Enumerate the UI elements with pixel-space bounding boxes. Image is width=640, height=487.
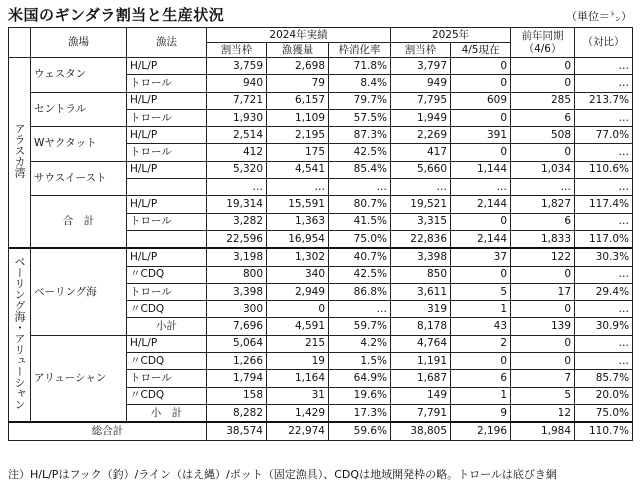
value-ratio: 20.0% bbox=[575, 387, 633, 404]
value-q24: 7,696 bbox=[207, 318, 267, 335]
method-cell: 〃CDQ bbox=[127, 301, 207, 318]
value-ratio: 85.7% bbox=[575, 370, 633, 387]
value-c24: 6,157 bbox=[267, 92, 329, 109]
value-r24: 8.4% bbox=[329, 75, 391, 92]
method-cell: 〃CDQ bbox=[127, 266, 207, 283]
value-q25: 3,398 bbox=[391, 248, 451, 266]
value-prev: … bbox=[511, 179, 575, 196]
method-cell: 〃CDQ bbox=[127, 353, 207, 370]
value-q25: 319 bbox=[391, 301, 451, 318]
value-prev: 6 bbox=[511, 213, 575, 230]
table-row bbox=[9, 248, 633, 266]
value-prev: 12 bbox=[511, 404, 575, 422]
value-r24: 64.9% bbox=[329, 370, 391, 387]
header-quota-2024: 割当枠 bbox=[207, 43, 267, 58]
value-q24: 1,266 bbox=[207, 353, 267, 370]
value-c24: 2,698 bbox=[267, 58, 329, 75]
header-current-2025: 4/5現在 bbox=[451, 43, 511, 58]
value-ratio: 213.7% bbox=[575, 92, 633, 109]
value-q24: 22,596 bbox=[207, 230, 267, 248]
region-label: アラスカ湾 bbox=[13, 122, 26, 178]
method-cell: トロール bbox=[127, 144, 207, 161]
value-cur: 5 bbox=[451, 283, 511, 300]
value-q24: 38,574 bbox=[207, 422, 267, 440]
method-cell: トロール bbox=[127, 109, 207, 126]
value-cur: 1 bbox=[451, 301, 511, 318]
value-q25: 1,191 bbox=[391, 353, 451, 370]
value-r24: 86.8% bbox=[329, 283, 391, 300]
value-r24: 41.5% bbox=[329, 213, 391, 230]
quota-table bbox=[8, 27, 633, 441]
value-r24: 75.0% bbox=[329, 230, 391, 248]
value-ratio: … bbox=[575, 353, 633, 370]
value-r24: 71.8% bbox=[329, 58, 391, 75]
table-row bbox=[9, 335, 633, 352]
value-ratio: 77.0% bbox=[575, 127, 633, 144]
region-alaska bbox=[9, 58, 31, 249]
value-cur: 0 bbox=[451, 144, 511, 161]
area-cell: アリューシャン bbox=[31, 335, 127, 422]
value-c24: 22,974 bbox=[267, 422, 329, 440]
value-prev: 7 bbox=[511, 370, 575, 387]
value-c24: … bbox=[267, 179, 329, 196]
value-ratio: … bbox=[575, 266, 633, 283]
value-ratio: 75.0% bbox=[575, 404, 633, 422]
area-cell: サウスイースト bbox=[31, 161, 127, 196]
value-q24: 3,398 bbox=[207, 283, 267, 300]
value-prev: 285 bbox=[511, 92, 575, 109]
value-ratio: … bbox=[575, 58, 633, 75]
value-prev: 0 bbox=[511, 353, 575, 370]
value-r24: 17.3% bbox=[329, 404, 391, 422]
value-ratio: … bbox=[575, 213, 633, 230]
value-q24: 7,721 bbox=[207, 92, 267, 109]
value-q25: 38,805 bbox=[391, 422, 451, 440]
method-cell: H/L/P bbox=[127, 161, 207, 178]
value-r24: 57.5% bbox=[329, 109, 391, 126]
value-ratio: 110.7% bbox=[575, 422, 633, 440]
header-quota-2025: 割当枠 bbox=[391, 43, 451, 58]
value-cur: 391 bbox=[451, 127, 511, 144]
header-prev-period bbox=[511, 28, 575, 58]
value-ratio: … bbox=[575, 109, 633, 126]
table-row bbox=[9, 127, 633, 144]
method-cell: トロール bbox=[127, 283, 207, 300]
value-prev: 139 bbox=[511, 318, 575, 335]
value-prev: 0 bbox=[511, 266, 575, 283]
value-cur: 0 bbox=[451, 58, 511, 75]
method-cell: H/L/P bbox=[127, 335, 207, 352]
value-ratio: … bbox=[575, 179, 633, 196]
value-c24: 340 bbox=[267, 266, 329, 283]
region-bering bbox=[9, 248, 31, 422]
method-cell bbox=[127, 230, 207, 248]
value-q24: 3,759 bbox=[207, 58, 267, 75]
value-r24: 79.7% bbox=[329, 92, 391, 109]
value-ratio: 30.3% bbox=[575, 248, 633, 266]
value-q24: 800 bbox=[207, 266, 267, 283]
table-row bbox=[9, 422, 633, 440]
value-prev: 6 bbox=[511, 109, 575, 126]
header-method: 漁法 bbox=[127, 28, 207, 58]
page-title: 米国のギンダラ割当と生産状況 bbox=[8, 6, 225, 24]
value-q24: 940 bbox=[207, 75, 267, 92]
value-ratio: … bbox=[575, 301, 633, 318]
header-2024: 2024年実績 bbox=[207, 28, 391, 43]
value-cur: 0 bbox=[451, 75, 511, 92]
value-ratio: 30.9% bbox=[575, 318, 633, 335]
value-cur: 609 bbox=[451, 92, 511, 109]
grand-total-label: 総合計 bbox=[9, 422, 207, 440]
value-q25: 3,611 bbox=[391, 283, 451, 300]
value-r24: 42.5% bbox=[329, 266, 391, 283]
value-cur: 2,144 bbox=[451, 196, 511, 213]
value-q24: 8,282 bbox=[207, 404, 267, 422]
value-q24: 1,794 bbox=[207, 370, 267, 387]
value-prev: 1,827 bbox=[511, 196, 575, 213]
method-cell: H/L/P bbox=[127, 58, 207, 75]
method-cell: H/L/P bbox=[127, 248, 207, 266]
value-cur: 37 bbox=[451, 248, 511, 266]
value-c24: 0 bbox=[267, 301, 329, 318]
value-r24: 19.6% bbox=[329, 387, 391, 404]
method-cell: 小計 bbox=[127, 318, 207, 335]
value-prev: 0 bbox=[511, 335, 575, 352]
value-q25: … bbox=[391, 179, 451, 196]
value-q25: 3,797 bbox=[391, 58, 451, 75]
value-q25: 1,687 bbox=[391, 370, 451, 387]
area-cell: Wヤクタット bbox=[31, 127, 127, 162]
method-cell: トロール bbox=[127, 213, 207, 230]
value-c24: 215 bbox=[267, 335, 329, 352]
header-prev-label: 前年同期 bbox=[521, 29, 564, 42]
value-cur: 0 bbox=[451, 266, 511, 283]
method-cell: トロール bbox=[127, 75, 207, 92]
value-q24: 2,514 bbox=[207, 127, 267, 144]
area-cell: ウェスタン bbox=[31, 58, 127, 93]
value-q24: 1,930 bbox=[207, 109, 267, 126]
value-r24: 40.7% bbox=[329, 248, 391, 266]
value-q24: 3,282 bbox=[207, 213, 267, 230]
value-prev: 0 bbox=[511, 301, 575, 318]
value-ratio: 29.4% bbox=[575, 283, 633, 300]
header-blank bbox=[9, 28, 31, 58]
value-q24: 158 bbox=[207, 387, 267, 404]
value-r24: 4.2% bbox=[329, 335, 391, 352]
value-q25: 5,660 bbox=[391, 161, 451, 178]
unit-label: （単位＝㌧） bbox=[566, 10, 632, 23]
value-prev: 122 bbox=[511, 248, 575, 266]
value-q25: 949 bbox=[391, 75, 451, 92]
value-cur: 2,196 bbox=[451, 422, 511, 440]
area-cell: 合 計 bbox=[31, 196, 127, 248]
value-q24: 300 bbox=[207, 301, 267, 318]
method-cell: H/L/P bbox=[127, 92, 207, 109]
value-r24: 1.5% bbox=[329, 353, 391, 370]
value-cur: 2,144 bbox=[451, 230, 511, 248]
value-q24: 5,320 bbox=[207, 161, 267, 178]
value-prev: 17 bbox=[511, 283, 575, 300]
value-prev: 0 bbox=[511, 75, 575, 92]
value-prev: 0 bbox=[511, 58, 575, 75]
value-c24: 1,109 bbox=[267, 109, 329, 126]
table-row bbox=[9, 196, 633, 213]
value-r24: … bbox=[329, 179, 391, 196]
value-r24: 80.7% bbox=[329, 196, 391, 213]
value-cur: 1,144 bbox=[451, 161, 511, 178]
value-r24: 59.6% bbox=[329, 422, 391, 440]
value-q24: 3,198 bbox=[207, 248, 267, 266]
header-2025: 2025年 bbox=[391, 28, 511, 43]
table-row bbox=[9, 58, 633, 75]
value-prev: 1,034 bbox=[511, 161, 575, 178]
method-cell: H/L/P bbox=[127, 127, 207, 144]
value-r24: 87.3% bbox=[329, 127, 391, 144]
table-row bbox=[9, 161, 633, 178]
method-cell: トロール bbox=[127, 370, 207, 387]
value-q24: 412 bbox=[207, 144, 267, 161]
method-cell: H/L/P bbox=[127, 196, 207, 213]
header-prev-date: （4/6） bbox=[523, 42, 562, 55]
value-q24: … bbox=[207, 179, 267, 196]
method-cell: 小 計 bbox=[127, 404, 207, 422]
value-c24: 1,429 bbox=[267, 404, 329, 422]
value-q24: 19,314 bbox=[207, 196, 267, 213]
value-q25: 850 bbox=[391, 266, 451, 283]
value-q25: 19,521 bbox=[391, 196, 451, 213]
value-q25: 3,315 bbox=[391, 213, 451, 230]
table-row bbox=[9, 92, 633, 109]
header-fishery: 漁場 bbox=[31, 28, 127, 58]
value-r24: 42.5% bbox=[329, 144, 391, 161]
region-label: ベーリング海・アリューシャン bbox=[13, 255, 26, 410]
value-cur: 2 bbox=[451, 335, 511, 352]
value-ratio: … bbox=[575, 144, 633, 161]
value-q25: 2,269 bbox=[391, 127, 451, 144]
value-prev: 0 bbox=[511, 144, 575, 161]
area-cell: セントラル bbox=[31, 92, 127, 127]
value-ratio: … bbox=[575, 75, 633, 92]
value-prev: 508 bbox=[511, 127, 575, 144]
value-c24: 15,591 bbox=[267, 196, 329, 213]
value-ratio: 110.6% bbox=[575, 161, 633, 178]
method-cell: 〃CDQ bbox=[127, 387, 207, 404]
method-cell bbox=[127, 179, 207, 196]
value-q25: 22,836 bbox=[391, 230, 451, 248]
value-cur: 9 bbox=[451, 404, 511, 422]
value-q25: 4,764 bbox=[391, 335, 451, 352]
value-cur: … bbox=[451, 179, 511, 196]
value-cur: 0 bbox=[451, 353, 511, 370]
value-r24: … bbox=[329, 301, 391, 318]
value-c24: 2,195 bbox=[267, 127, 329, 144]
value-c24: 79 bbox=[267, 75, 329, 92]
value-q25: 149 bbox=[391, 387, 451, 404]
value-q25: 1,949 bbox=[391, 109, 451, 126]
value-q25: 7,795 bbox=[391, 92, 451, 109]
value-ratio: 117.0% bbox=[575, 230, 633, 248]
value-c24: 1,302 bbox=[267, 248, 329, 266]
value-cur: 43 bbox=[451, 318, 511, 335]
value-q24: 5,064 bbox=[207, 335, 267, 352]
value-prev: 5 bbox=[511, 387, 575, 404]
header-catch-2024: 漁獲量 bbox=[267, 43, 329, 58]
value-c24: 31 bbox=[267, 387, 329, 404]
value-r24: 59.7% bbox=[329, 318, 391, 335]
value-q25: 8,178 bbox=[391, 318, 451, 335]
value-ratio: … bbox=[575, 335, 633, 352]
value-cur: 6 bbox=[451, 370, 511, 387]
value-c24: 19 bbox=[267, 353, 329, 370]
value-q25: 417 bbox=[391, 144, 451, 161]
value-cur: 0 bbox=[451, 109, 511, 126]
footnote: 注）H/L/Pはフック（釣）/ライン（はえ縄）/ポット（固定漁具）、CDQは地域開発枠の略。トロールは底びき網 bbox=[8, 468, 557, 481]
header-row-1 bbox=[9, 28, 633, 43]
value-c24: 16,954 bbox=[267, 230, 329, 248]
value-cur: 1 bbox=[451, 387, 511, 404]
value-prev: 1,984 bbox=[511, 422, 575, 440]
value-c24: 175 bbox=[267, 144, 329, 161]
value-q25: 7,791 bbox=[391, 404, 451, 422]
value-c24: 1,164 bbox=[267, 370, 329, 387]
value-ratio: 117.4% bbox=[575, 196, 633, 213]
value-c24: 4,591 bbox=[267, 318, 329, 335]
value-prev: 1,833 bbox=[511, 230, 575, 248]
value-c24: 4,541 bbox=[267, 161, 329, 178]
value-cur: 0 bbox=[451, 213, 511, 230]
header-rate-2024: 枠消化率 bbox=[329, 43, 391, 58]
value-c24: 1,363 bbox=[267, 213, 329, 230]
header-ratio: （対比） bbox=[575, 28, 633, 58]
value-r24: 85.4% bbox=[329, 161, 391, 178]
value-c24: 2,949 bbox=[267, 283, 329, 300]
area-cell: ベーリング海 bbox=[31, 248, 127, 335]
